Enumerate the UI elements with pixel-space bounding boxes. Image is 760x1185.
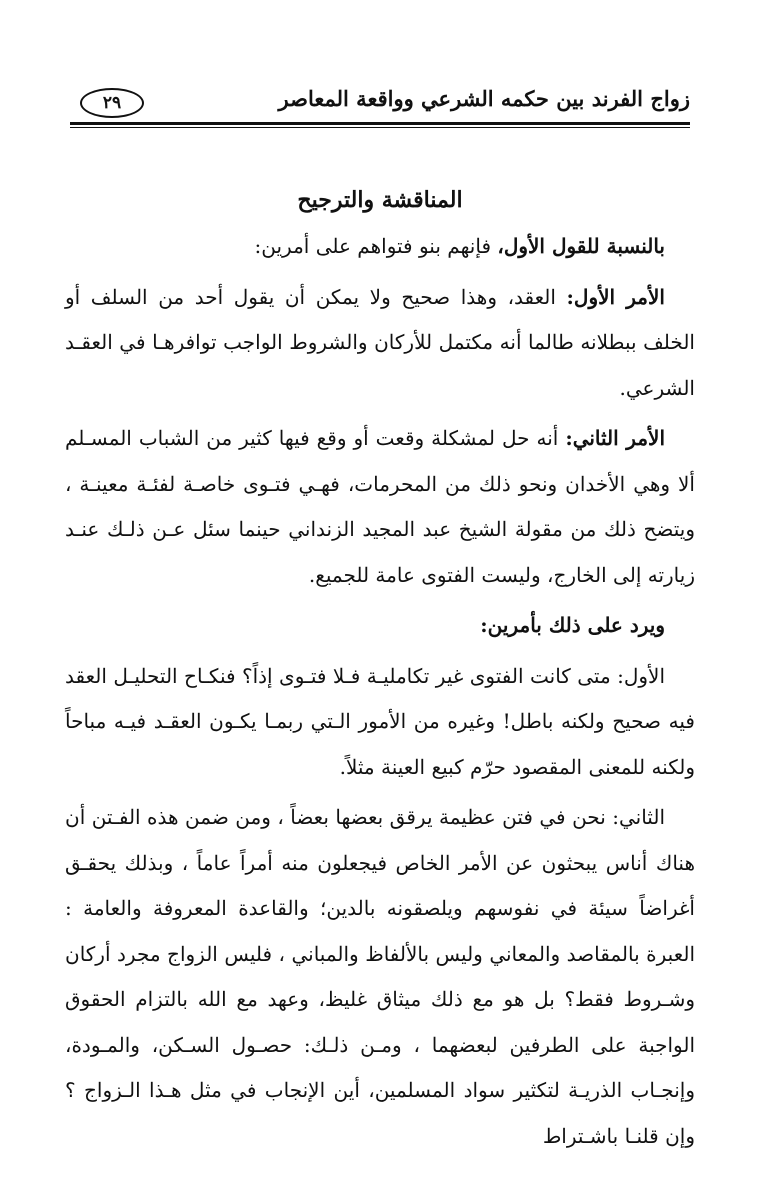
first-matter-paragraph: [65, 275, 695, 412]
objection-one-paragraph: الأول: متى كانت الفتوى غير تكامليـة فـلا فتـوى إذاً؟ فنكـاح التحليـل العقد فيه صحيح ولكنه باطل! وغيره من الأمور الـتي ربمـا يكـون العقـد فيـه مباحاً ولكنه للمعنى المقصود حرّم كبيع العينة مثلاً.: [65, 663, 695, 779]
objections-heading: ويرد على ذلك بأمرين:: [480, 613, 665, 637]
header-rule-thin: [70, 127, 690, 128]
page-header: [70, 82, 690, 122]
running-title: زواج الفرند بين حكمه الشرعي وواقعة المعاصر: [278, 86, 690, 111]
second-matter-lead: الأمر الثاني:: [565, 426, 666, 450]
first-matter-text: العقد، وهذا صحيح ولا يمكن أن يقول أحد من السلف أو الخلف ببطلانه طالما أنه مكتمل للأركان والشروط الواجب توافرهـا في العقـد الشرعي.: [65, 284, 695, 400]
second-matter-text: أنه حل لمشكلة وقعت أو وقع فيها كثير من الشباب المسـلم ألا وهي الأخدان ونحو ذلك من المحرمات، فهـي فتـوى خاصـة لفئـة معينـة ، ويتضح ذلك من مقولة الشيخ عبد المجيد الزنداني حينما سئل عـن ذلـك عنـد زيارته إلى الخارج، وليست الفتوى عامة للجميع.: [65, 426, 695, 587]
second-matter-paragraph: [65, 416, 695, 598]
intro-text: فإنهم بنو فتواهم على أمرين:: [254, 234, 498, 258]
page-body: [65, 178, 695, 1161]
page-number: ٢٩: [80, 88, 144, 118]
intro-lead: بالنسبة للقول الأول،: [497, 234, 665, 258]
first-matter-lead: الأمر الأول:: [566, 284, 665, 309]
header-rule-thick: [70, 122, 690, 125]
intro-paragraph: [65, 224, 695, 270]
objection-two-paragraph: الثاني: نحن في فتن عظيمة يرقق بعضها بعضاً ، ومن ضمن هذه الفـتن أن هناك أناس يبحثون عن الأمر الخاص فيجعلون منه أمراً عاماً ، وبذلك يحقـق أغراضاً سيئة في نفوسهم ويلصقونه بالدين؛ والقاعدة المعروفة والعامة : العبرة بالمقاصد والمعاني وليس بالألفاظ والمباني ، فليس الزواج مجرد أركان وشـروط فقط؟ بل هو مع ذلك ميثاق غليظ، وعهد مع الله بالتزام الحقوق الواجبة على الطرفين لبعضهما ، ومـن ذلـك: حصـول السـكن، والمـودة، وإنجـاب الذريـة لتكثير سواد المسلمين، أين الإنجاب في مثل هـذا الـزواج ؟ وإن قلنـا باشـتراط: [65, 805, 695, 1148]
section-title: المناقشة والترجيح: [297, 187, 463, 213]
